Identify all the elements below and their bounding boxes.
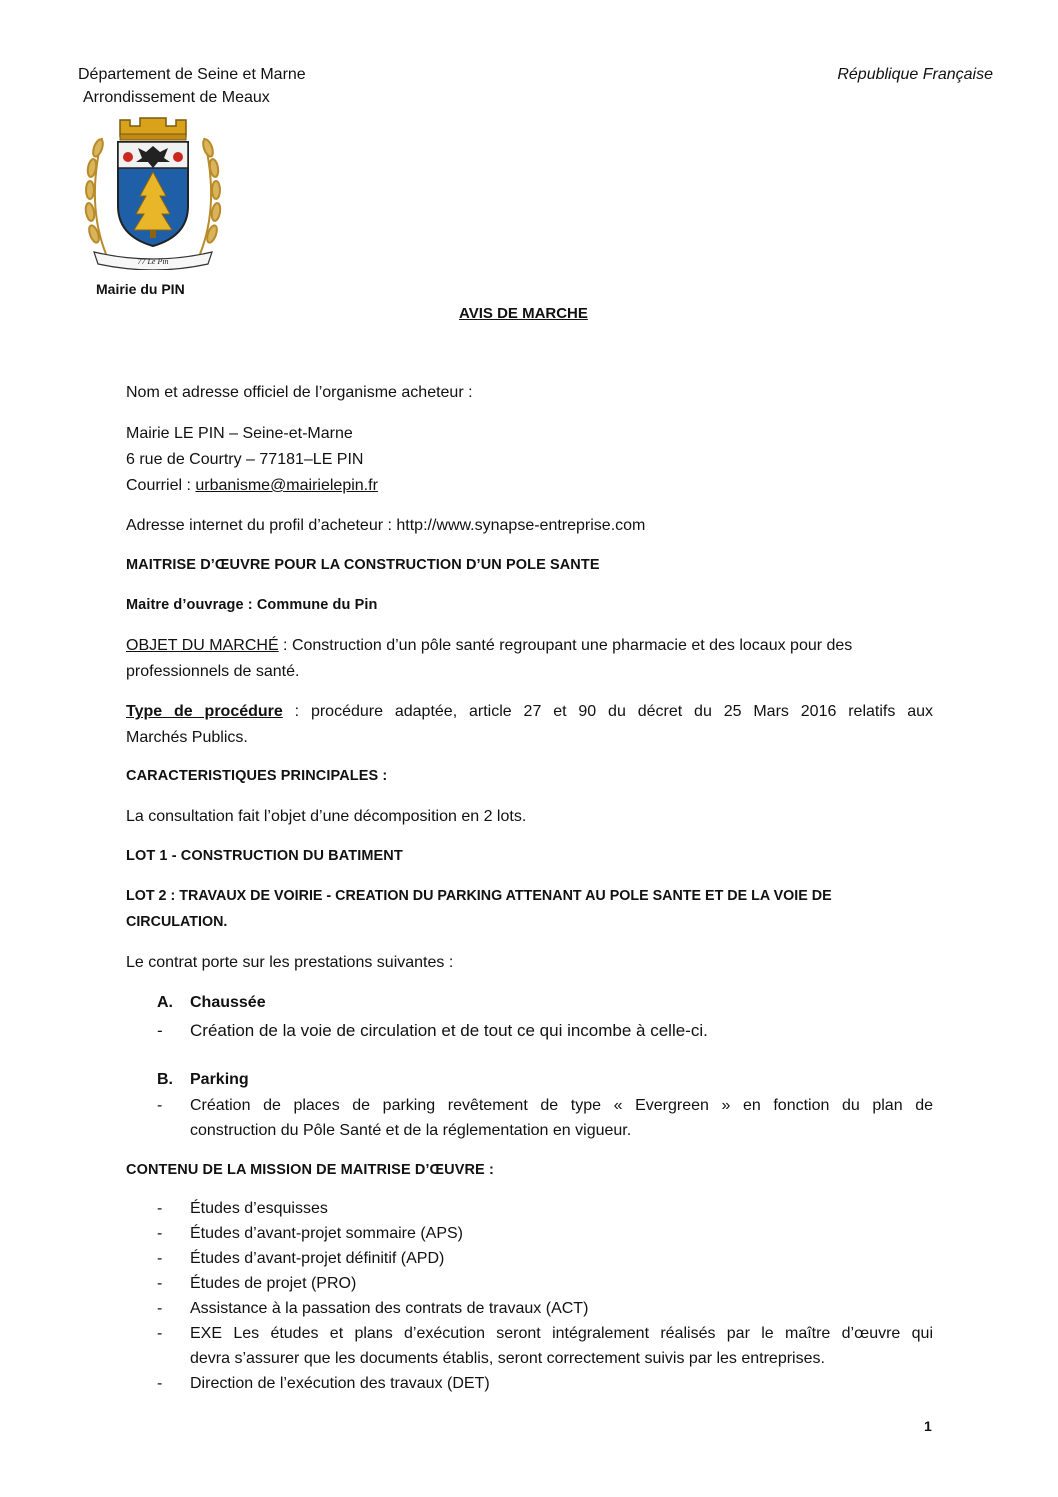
- buyer-address: 6 rue de Courtry – 77181–LE PIN: [126, 451, 364, 468]
- page-title: AVIS DE MARCHE: [459, 305, 588, 322]
- list-item-continuation: devra s’assurer que les documents établis, seront correctement suivis par les entreprises.: [190, 1350, 825, 1367]
- dash: -: [157, 1021, 163, 1040]
- page-number: 1: [924, 1418, 932, 1434]
- dash: -: [157, 1325, 163, 1342]
- department: Département de Seine et Marne: [78, 66, 306, 83]
- procedure-label: Type de procédure: [126, 703, 283, 720]
- objet-line-2: professionnels de santé.: [126, 663, 300, 680]
- list-item: Études d’avant-projet sommaire (APS): [190, 1225, 463, 1242]
- service-a-title: Chaussée: [190, 994, 266, 1011]
- dash: -: [157, 1097, 163, 1114]
- dash: -: [157, 1200, 163, 1217]
- procedure-line-2: Marchés Publics.: [126, 729, 248, 746]
- list-item: Assistance à la passation des contrats de travaux (ACT): [190, 1300, 589, 1317]
- owner: Maitre d’ouvrage : Commune du Pin: [126, 597, 378, 613]
- republic: République Française: [837, 66, 993, 83]
- objet-label: OBJET DU MARCHÉ: [126, 637, 279, 654]
- service-b-label: B.: [157, 1071, 173, 1088]
- crest-caption: Mairie du PIN: [96, 281, 185, 297]
- mission-title: MAITRISE D’ŒUVRE POUR LA CONSTRUCTION D’UN POLE SANTE: [126, 557, 600, 573]
- procedure-text: : procédure adaptée, article 27 et 90 du décret du 25 Mars 2016 relatifs aux: [282, 703, 934, 720]
- lot-2-line-1: LOT 2 : TRAVAUX DE VOIRIE - CREATION DU PARKING ATTENANT AU POLE SANTE ET DE LA VOIE DE: [126, 888, 832, 904]
- buyer-name: Mairie LE PIN – Seine-et-Marne: [126, 425, 353, 442]
- list-item: Études d’esquisses: [190, 1200, 328, 1217]
- lot-2-line-2: CIRCULATION.: [126, 914, 228, 930]
- procedure-line-1: [126, 703, 933, 721]
- dash: -: [157, 1375, 163, 1392]
- dash: -: [157, 1300, 163, 1317]
- objet-text: : Construction d’un pôle santé regroupant une pharmacie et des locaux pour des: [278, 637, 853, 654]
- crest-ribbon-text: 77 Le Pin: [137, 257, 169, 266]
- buyer-email-line: [126, 477, 378, 495]
- lot-1: LOT 1 - CONSTRUCTION DU BATIMENT: [126, 848, 403, 864]
- list-item: Études d’avant-projet définitif (APD): [190, 1250, 445, 1267]
- dash: -: [157, 1275, 163, 1292]
- contents-heading: CONTENU DE LA MISSION DE MAITRISE D’ŒUVRE :: [126, 1162, 494, 1178]
- dash: -: [157, 1225, 163, 1242]
- characteristics-intro: La consultation fait l’objet d’une décomposition en 2 lots.: [126, 808, 527, 825]
- service-b-title: Parking: [190, 1071, 249, 1088]
- list-item: Direction de l’exécution des travaux (DET): [190, 1375, 490, 1392]
- objet-line-1: [126, 637, 852, 655]
- service-b-item-line-1: Création de places de parking revêtement de type « Evergreen » en fonction du plan de: [190, 1097, 933, 1114]
- dash: -: [157, 1250, 163, 1267]
- buyer-profile: Adresse internet du profil d’acheteur : http://www.synapse-entreprise.com: [126, 517, 646, 534]
- service-b-item-line-2: construction du Pôle Santé et de la réglementation en vigueur.: [190, 1122, 632, 1139]
- services-intro: Le contrat porte sur les prestations suivantes :: [126, 954, 454, 971]
- arrondissement: Arrondissement de Meaux: [83, 89, 270, 106]
- characteristics-heading: CARACTERISTIQUES PRINCIPALES :: [126, 768, 388, 784]
- list-item: Études de projet (PRO): [190, 1275, 357, 1292]
- list-item: EXE Les études et plans d’exécution seront intégralement réalisés par le maître d’œuvre qui: [190, 1325, 933, 1342]
- service-a-item: Création de la voie de circulation et de tout ce qui incombe à celle-ci.: [190, 1021, 708, 1040]
- buyer-heading: Nom et adresse officiel de l’organisme acheteur :: [126, 384, 473, 401]
- email-label: Courriel :: [126, 477, 196, 494]
- town-crest: [80, 114, 226, 270]
- email-link[interactable]: urbanisme@mairielepin.fr: [195, 477, 378, 494]
- service-a-label: A.: [157, 994, 173, 1011]
